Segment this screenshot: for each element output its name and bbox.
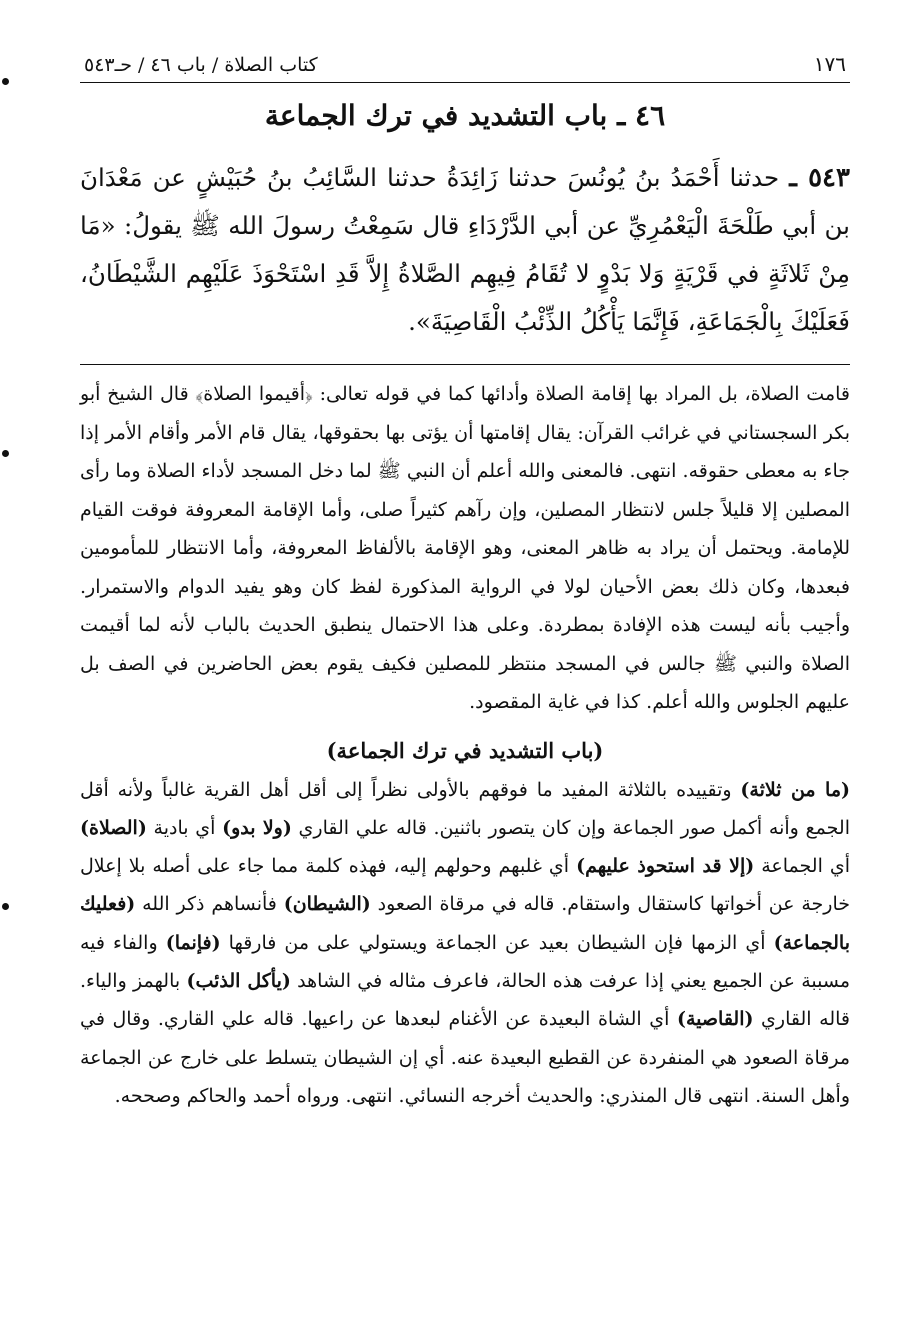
footnote-divider	[80, 364, 850, 365]
quoted-phrase: (ما من ثلاثة)	[740, 778, 850, 801]
commentary-paragraph-2	[80, 771, 850, 1116]
margin-mark-dot	[2, 78, 9, 85]
margin-mark-dot	[2, 450, 9, 457]
commentary-text: أي الجماعة	[754, 855, 851, 878]
hadith-text-block	[80, 154, 850, 346]
quoted-phrase: (الشيطان)	[283, 893, 371, 916]
commentary-paragraph-1: قامت الصلاة، بل المراد بها إقامة الصلاة وأدائها كما في قوله تعالى: ﴿أقيموا الصلاة﴾ قال الشيخ أبو بكر السجستاني في غرائب القرآن: يقال إقامتها أن يؤتى بها بحقوقها، يقال قام الأمر وأقام الأمر إذا جاء به معطى حقوقه. انتهى. فالمعنى والله أعلم أن النبي ﷺ لما دخل المسجد لأداء الصلاة وما رأى المصلين إلا قليلاً جلس لانتظار المصلين، وإن رآهم كثيراً صلى، وأما الإقامة المعروفة فوقت القيام للإمامة. ويحتمل أن يراد به ظاهر المعنى، وهو الإقامة بالألفاظ المعروفة، وأما الانتظار للمأمومين فبعدها، وكان ذلك بعض الأحيان لولا في الرواية المذكورة لفظ كان وهو يفيد الدوام والاستمرار. وأجيب بأنه ليست هذه الإفادة بمطردة. وعلى هذا الاحتمال ينطبق الحديث بالباب لأنه لما أقيمت الصلاة والنبي ﷺ جالس في المسجد منتظر للمصلين فكيف يقوم بعض الحاضرين في الصف بل عليهم الجلوس والله أعلم. كذا في غاية المقصود.	[80, 383, 850, 713]
running-title: كتاب الصلاة / باب ٤٦ / حـ٥٤٣	[84, 54, 318, 76]
commentary-text: أي بادية	[146, 816, 223, 839]
commentary-text: وتقييده بالثلاثة المفيد ما فوقهم بالأولى نظراً إلى أقل أهل القرية غالباً ولأنه أقل الجمع وأنه أكمل صور الجماعة وإن كان يتصور باثنين. قاله علي القاري	[80, 778, 850, 839]
quoted-phrase: (ولا بدو)	[222, 816, 292, 839]
book-page	[80, 52, 850, 1115]
page-number: ١٧٦	[813, 52, 846, 76]
commentary-sub-heading: (باب التشديد في ترك الجماعة)	[326, 737, 604, 763]
commentary-text: أي الزمها فإن الشيطان بعيد عن الجماعة ويستولي على من فارقها	[220, 931, 774, 954]
hadith-text: حدثنا أَحْمَدُ بنُ يُونُسَ حدثنا زَائِدَةُ حدثنا السَّائِبُ بنُ حُبَيْشٍ عن مَعْدَانَ بن أبي طَلْحَةَ الْيَعْمُرِيِّ عن أبي الدَّرْدَاءِ قال سَمِعْتُ رسولَ الله ﷺ يقولُ: «مَا مِنْ ثَلاثَةٍ في قَرْيَةٍ وَلا بَدْوٍ لا تُقَامُ فِيهِم الصَّلاةُ إِلاَّ قَدِ اسْتَحْوَذَ عَلَيْهِم الشَّيْطَانُ، فَعَلَيْكَ بِالْجَمَاعَةِ، فَإِنَّمَا يَأْكُلُ الذِّئْبُ الْقَاصِيَةَ».	[80, 163, 850, 336]
quoted-phrase: (فإنما)	[165, 931, 221, 954]
commentary-text: أي الشاة البعيدة عن الأغنام لبعدها عن راعيها. قاله علي القاري. وقال في مرقاة الصعود هي المنفردة عن القطيع البعيدة عنه. أي إن الشيطان يتسلط على خارج عن الجماعة وأهل السنة. انتهى قال المنذري: والحديث أخرجه النسائي. انتهى. ورواه أحمد والحاكم وصححه.	[80, 1008, 850, 1107]
margin-mark-dot	[2, 903, 9, 910]
chapter-title: ٤٦ ـ باب التشديد في ترك الجماعة	[264, 99, 666, 132]
commentary-text: بالهمز والياء. قاله القاري	[80, 969, 850, 1031]
commentary-text: والفاء فيه مسببة عن الجميع يعني إذا عرفت هذه الحالة، فاعرف مثاله في الشاهد	[80, 931, 850, 992]
quoted-phrase: (القاصية)	[676, 1008, 754, 1031]
quoted-phrase: (الصلاة)	[80, 816, 147, 839]
running-header	[80, 52, 850, 83]
commentary-text: أي غلبهم وحولهم إليه، فهذه كلمة مما جاء على أصله بلا إعلال خارجة عن أخواتها كاستقال واستقام. قاله في مرقاة الصعود	[80, 855, 850, 916]
quoted-phrase: (إلا قد استحوذ عليهم)	[576, 855, 755, 878]
commentary-text: فأنساهم ذكر الله	[135, 893, 284, 916]
quoted-phrase: (فعليك بالجماعة)	[80, 893, 850, 954]
hadith-number: ٥٤٣ ـ	[789, 163, 850, 193]
quoted-phrase: (يأكل الذئب)	[186, 969, 291, 992]
